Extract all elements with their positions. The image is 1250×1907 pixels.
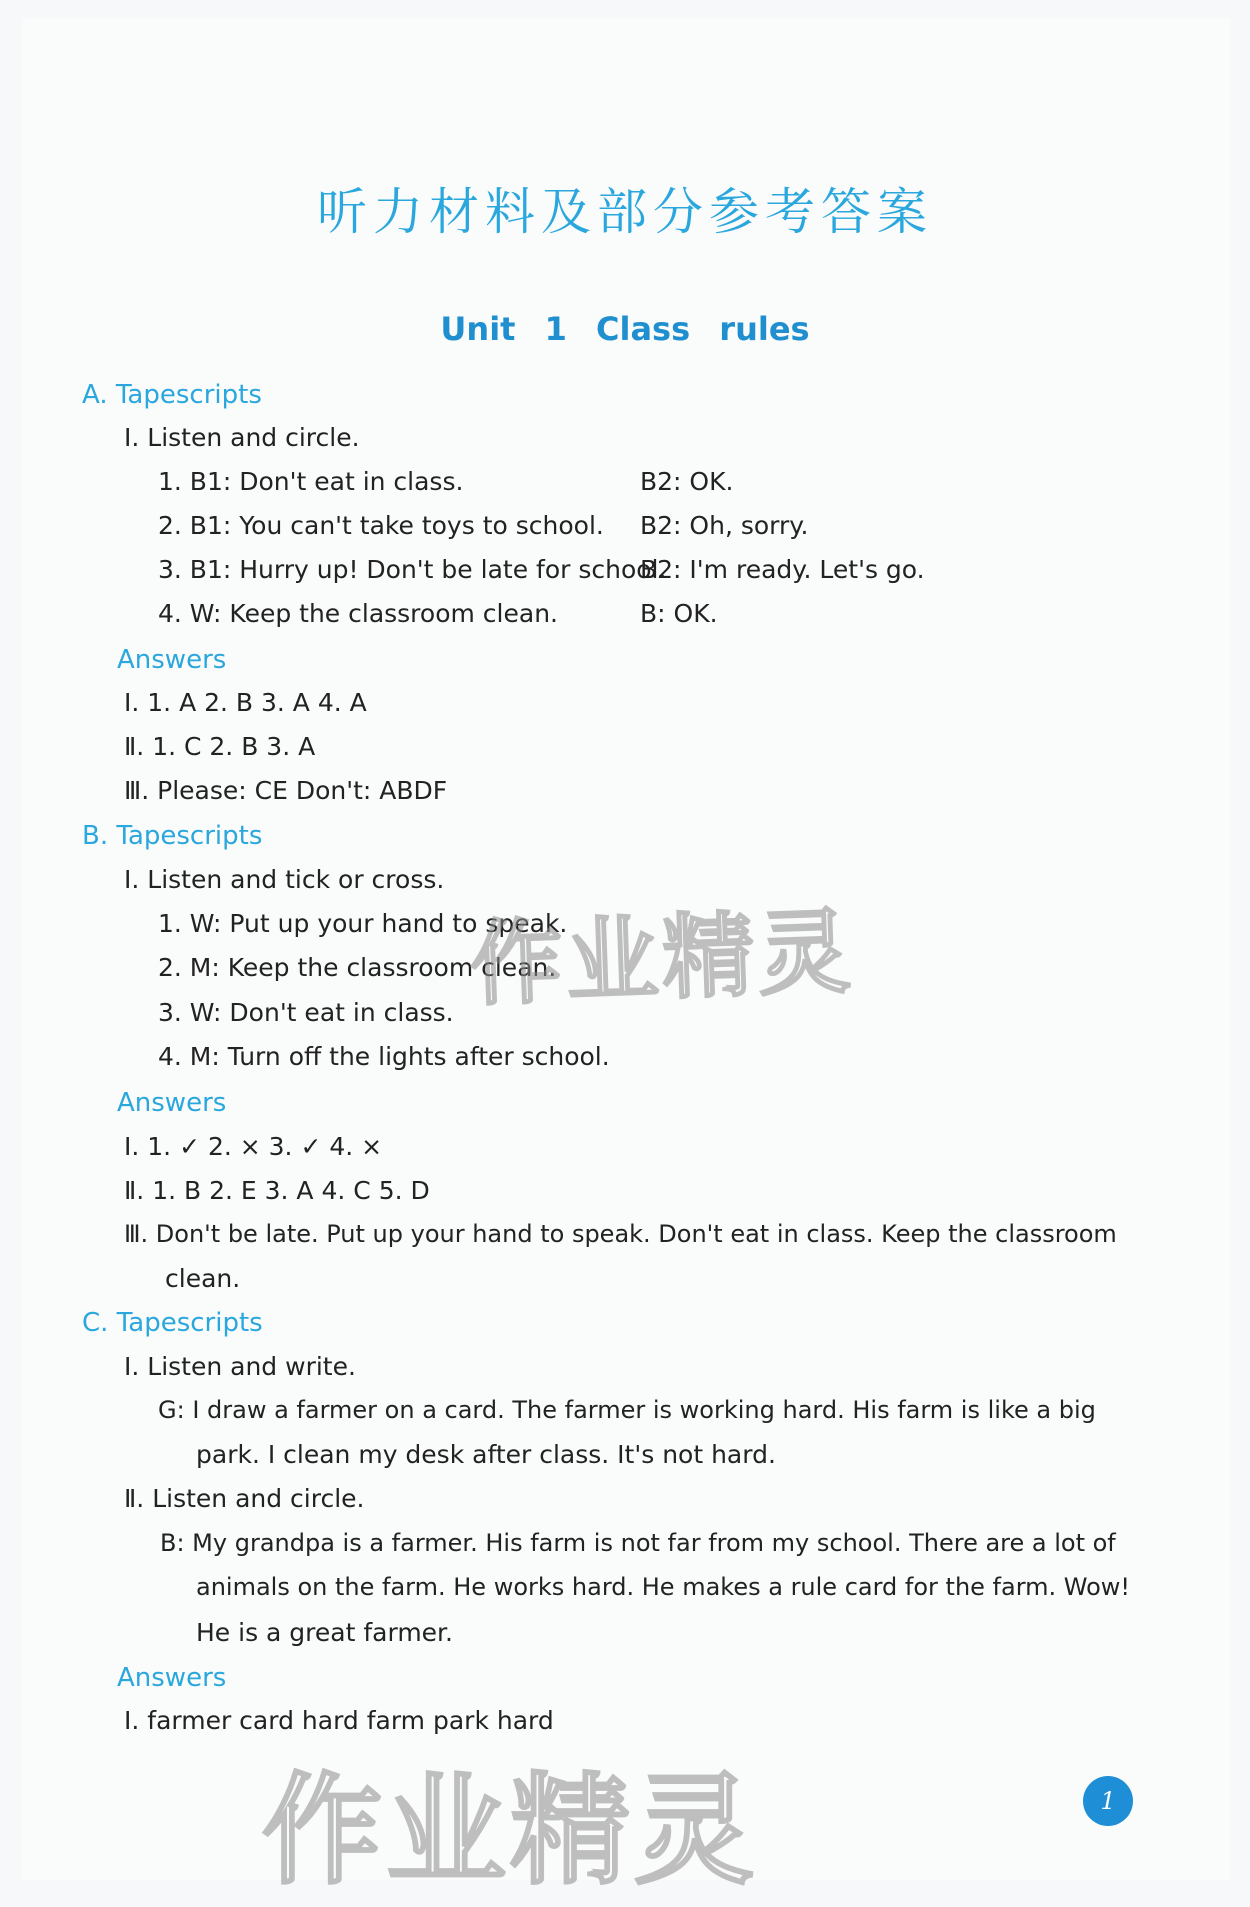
page-title: 听力材料及部分参考答案 (317, 183, 933, 241)
section-a-answers-heading: Answers (117, 645, 227, 675)
section-a-line-3: 3. B1: Hurry up! Don't be late for school. (158, 555, 667, 584)
section-a-part1-title: Ⅰ. Listen and circle. (124, 423, 360, 452)
page-number: 1 (1100, 1787, 1116, 1815)
section-c-answers-heading: Answers (117, 1663, 227, 1693)
section-c-answer-1: Ⅰ. farmer card hard farm park hard (124, 1706, 554, 1735)
section-a-line-2: 2. B1: You can't take toys to school. (158, 511, 604, 540)
section-c-part1-line-2: park. I clean my desk after class. It's not hard. (196, 1440, 776, 1469)
section-b-line-4: 4. M: Turn off the lights after school. (158, 1042, 610, 1071)
section-a-line-3-reply: B2: I'm ready. Let's go. (640, 555, 925, 584)
section-c-part2-title: Ⅱ. Listen and circle. (124, 1484, 365, 1513)
section-b-heading: B. Tapescripts (82, 821, 263, 851)
section-b-line-3: 3. W: Don't eat in class. (158, 998, 454, 1027)
section-b-answer-3-cont: clean. (165, 1264, 241, 1293)
section-b-answers-heading: Answers (117, 1088, 227, 1118)
section-a-line-1-reply: B2: OK. (640, 467, 734, 496)
section-b-line-1: 1. W: Put up your hand to speak. (158, 909, 568, 938)
section-c-part2-line-2: animals on the farm. He works hard. He makes a rule card for the farm. Wow! (196, 1573, 1131, 1601)
unit-title: Unit 1 Class rules (440, 310, 810, 348)
section-a-line-1: 1. B1: Don't eat in class. (158, 467, 464, 496)
section-c-part2-line-1: B: My grandpa is a farmer. His farm is not far from my school. There are a lot of (160, 1529, 1116, 1557)
watermark-bottom: 作业精灵 (262, 1762, 758, 1901)
section-c-part2-line-3: He is a great farmer. (196, 1618, 453, 1647)
section-b-part1-title: Ⅰ. Listen and tick or cross. (124, 865, 445, 894)
section-b-line-2: 2. M: Keep the classroom clean. (158, 953, 557, 982)
section-a-line-4-reply: B: OK. (640, 599, 718, 628)
section-b-answer-3: Ⅲ. Don't be late. Put up your hand to speak. Don't eat in class. Keep the classroom (124, 1220, 1117, 1248)
section-c-heading: C. Tapescripts (82, 1308, 263, 1338)
section-a-heading: A. Tapescripts (82, 380, 262, 410)
section-a-answer-1: Ⅰ. 1. A 2. B 3. A 4. A (124, 688, 367, 717)
page-number-badge (1083, 1776, 1133, 1826)
section-b-answer-1: Ⅰ. 1. ✓ 2. × 3. ✓ 4. × (124, 1132, 383, 1161)
section-a-line-2-reply: B2: Oh, sorry. (640, 511, 809, 540)
section-c-part1-line-1: G: I draw a farmer on a card. The farmer is working hard. His farm is like a big (158, 1396, 1096, 1424)
section-a-answer-3: Ⅲ. Please: CE Don't: ABDF (124, 776, 448, 805)
section-c-part1-title: Ⅰ. Listen and write. (124, 1352, 356, 1381)
watermark: 作业精灵 (468, 898, 857, 1019)
section-a-line-4: 4. W: Keep the classroom clean. (158, 599, 558, 628)
section-a-answer-2: Ⅱ. 1. C 2. B 3. A (124, 732, 316, 761)
section-b-answer-2: Ⅱ. 1. B 2. E 3. A 4. C 5. D (124, 1176, 430, 1205)
